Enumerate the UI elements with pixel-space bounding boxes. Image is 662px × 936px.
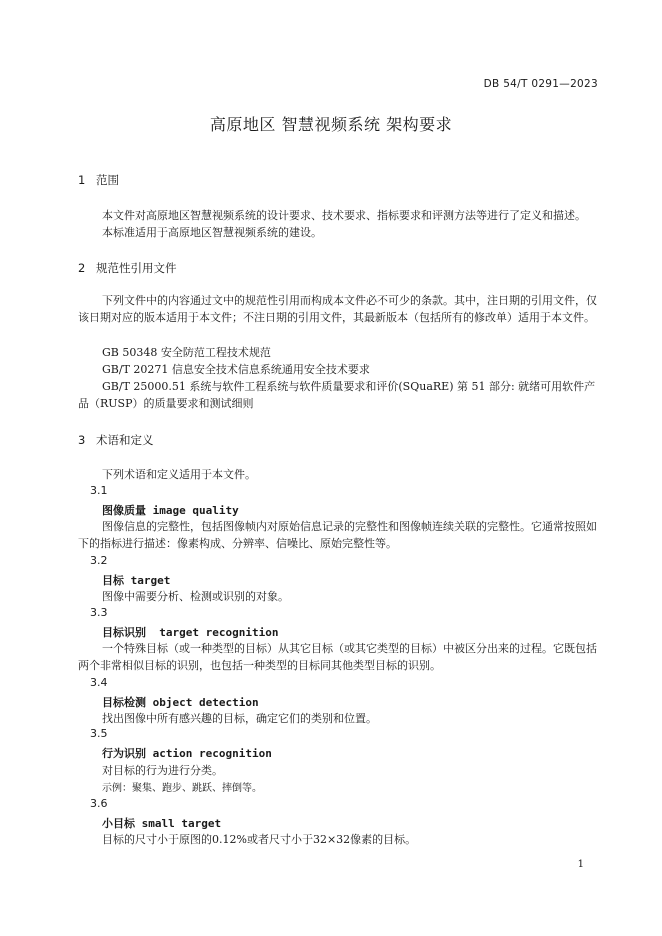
term-heading <box>102 745 272 761</box>
term-definition: 一个特殊目标（或一种类型的目标）从其它目标（或其它类型的目标）中被区分出来的过程。它既包括两个非常相似目标的识别，也包括一种类型的目标同其他类型目标的识别。 <box>78 642 597 672</box>
term-number: 3.3 <box>90 606 108 619</box>
term-definition: 找出图像中所有感兴趣的目标，确定它们的类别和位置。 <box>102 712 377 725</box>
term-zh: 图像质量 <box>102 504 146 517</box>
term-en: image quality <box>152 504 239 517</box>
paragraph: 本文件对高原地区智慧视频系统的设计要求、技术要求、指标要求和评测方法等进行了定义和描述。 <box>102 209 586 222</box>
term-definition: 图像中需要分析、检测或识别的对象。 <box>102 590 289 603</box>
reference-item: GB 50348 安全防范工程技术规范 <box>102 346 271 359</box>
term-number: 3.4 <box>90 676 108 689</box>
page-number: 1 <box>577 859 584 870</box>
section-3-heading <box>78 432 154 448</box>
term-zh: 目标检测 <box>102 696 146 709</box>
term-zh: 目标识别 <box>102 626 146 639</box>
section-number: 3 <box>78 433 86 447</box>
section-title: 规范性引用文件 <box>96 261 177 275</box>
section-1-heading <box>78 172 119 188</box>
reference-item: GB/T 20271 信息安全技术信息系统通用安全技术要求 <box>102 363 370 376</box>
term-heading <box>102 572 170 588</box>
term-en: object detection <box>152 696 259 709</box>
document-code: DB 54/T 0291—2023 <box>483 78 598 90</box>
term-number: 3.6 <box>90 797 108 810</box>
term-heading <box>102 694 259 710</box>
term-heading <box>102 502 239 518</box>
term-zh: 小目标 <box>102 817 135 830</box>
term-heading <box>102 624 278 640</box>
term-en: action recognition <box>152 747 272 760</box>
term-en: target <box>130 574 171 587</box>
paragraph: 下列文件中的内容通过文中的规范性引用而构成本文件必不可少的条款。其中，注日期的引用文件，仅该日期对应的版本适用于本文件；不注日期的引用文件，其最新版本（包括所有的修改单）适用于本文件。 <box>78 294 597 324</box>
section-number: 1 <box>78 173 86 187</box>
term-definition: 图像信息的完整性，包括图像帧内对原始信息记录的完整性和图像帧连续关联的完整性。它通常按照如下的指标进行描述：像素构成、分辨率、信噪比、原始完整性等。 <box>78 520 597 550</box>
term-number: 3.5 <box>90 727 108 740</box>
paragraph: 本标准适用于高原地区智慧视频系统的建设。 <box>102 226 322 239</box>
section-2-heading <box>78 260 177 276</box>
section-title: 范围 <box>96 173 119 187</box>
document-title: 高原地区 智慧视频系统 架构要求 <box>209 115 453 134</box>
section-title: 术语和定义 <box>96 433 154 447</box>
reference-item: GB/T 25000.51 系统与软件工程系统与软件质量要求和评价(SQuaRE) 第 51 部分: 就绪可用软件产品（RUSP）的质量要求和测试细则 <box>78 380 596 410</box>
term-definition: 对目标的行为进行分类。 <box>102 764 223 777</box>
term-number: 3.1 <box>90 484 108 497</box>
term-en: small target <box>141 817 222 830</box>
term-zh: 目标 <box>102 574 124 587</box>
term-definition: 目标的尺寸小于原图的0.12%或者尺寸小于32×32像素的目标。 <box>102 833 417 846</box>
section-number: 2 <box>78 261 86 275</box>
term-heading <box>102 815 221 831</box>
term-zh: 行为识别 <box>102 747 146 760</box>
term-number: 3.2 <box>90 554 108 567</box>
paragraph: 下列术语和定义适用于本文件。 <box>102 468 256 481</box>
term-en: target recognition <box>159 626 279 639</box>
term-example: 示例：聚集、跑步、跳跃、摔倒等。 <box>102 783 262 794</box>
